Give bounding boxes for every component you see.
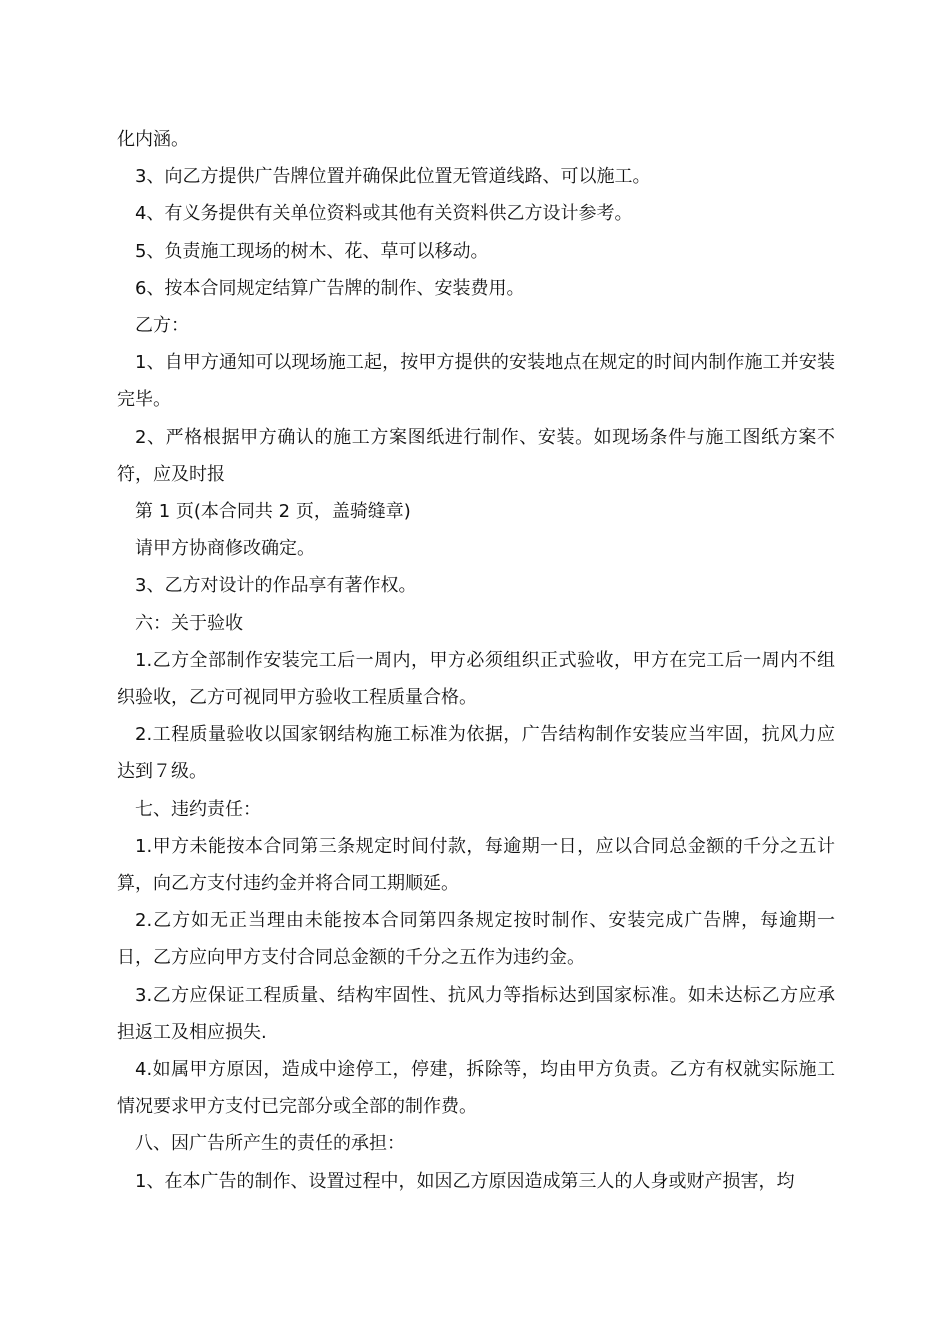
paragraph: 3、向乙方提供广告牌位置并确保此位置无管道线路、可以施工。 bbox=[135, 166, 651, 188]
paragraph: 4.如属甲方原因，造成中途停工，停建，拆除等，均由甲方负责。乙方有权就实际施工情况要求甲方支付已完部分或全部的制作费。 bbox=[117, 1059, 835, 1118]
paragraph: 2.工程质量验收以国家钢结构施工标准为依据，广告结构制作安装应当牢固，抗风力应达到７级。 bbox=[117, 724, 835, 783]
paragraph: 1、在本广告的制作、设置过程中，如因乙方原因造成第三人的人身或财产损害，均 bbox=[135, 1170, 795, 1192]
paragraph: 化内涵。 bbox=[117, 129, 189, 150]
paragraph: 1.甲方未能按本合同第三条规定时间付款，每逾期一日，应以合同总金额的千分之五计算，向乙方支付违约金并将合同工期顺延。 bbox=[117, 835, 835, 895]
section-heading: 乙方： bbox=[135, 315, 189, 337]
paragraph: 3、乙方对设计的作品享有著作权。 bbox=[135, 575, 417, 597]
paragraph: 6、按本合同规定结算广告牌的制作、安装费用。 bbox=[135, 277, 525, 299]
paragraph: 请甲方协商修改确定。 bbox=[135, 538, 315, 560]
paragraph: 2、严格根据甲方确认的施工方案图纸进行制作、安装。如现场条件与施工图纸方案不符，应及时报 bbox=[117, 426, 835, 485]
section-heading: 八、因广告所产生的责任的承担： bbox=[135, 1133, 405, 1155]
page-number-note: 第 1 页(本合同共 2 页，盖骑缝章) bbox=[135, 501, 411, 523]
paragraph: 4、有义务提供有关单位资料或其他有关资料供乙方设计参考。 bbox=[135, 203, 633, 225]
paragraph: 1、自甲方通知可以现场施工起，按甲方提供的安装地点在规定的时间内制作施工并安装完毕。 bbox=[117, 352, 835, 411]
paragraph: 1.乙方全部制作安装完工后一周内，甲方必须组织正式验收，甲方在完工后一周内不组织验收，乙方可视同甲方验收工程质量合格。 bbox=[117, 649, 835, 709]
section-heading: 七、违约责任： bbox=[135, 798, 261, 820]
section-heading: 六：关于验收 bbox=[135, 612, 243, 634]
paragraph: 5、负责施工现场的树木、花、草可以移动。 bbox=[135, 240, 489, 262]
paragraph: 3.乙方应保证工程质量、结构牢固性、抗风力等指标达到国家标准。如未达标乙方应承担返工及相应损失. bbox=[117, 984, 835, 1043]
paragraph: 2.乙方如无正当理由未能按本合同第四条规定按时制作、安装完成广告牌，每逾期一日，乙方应向甲方支付合同总金额的千分之五作为违约金。 bbox=[117, 910, 835, 969]
document-body bbox=[117, 121, 835, 1200]
